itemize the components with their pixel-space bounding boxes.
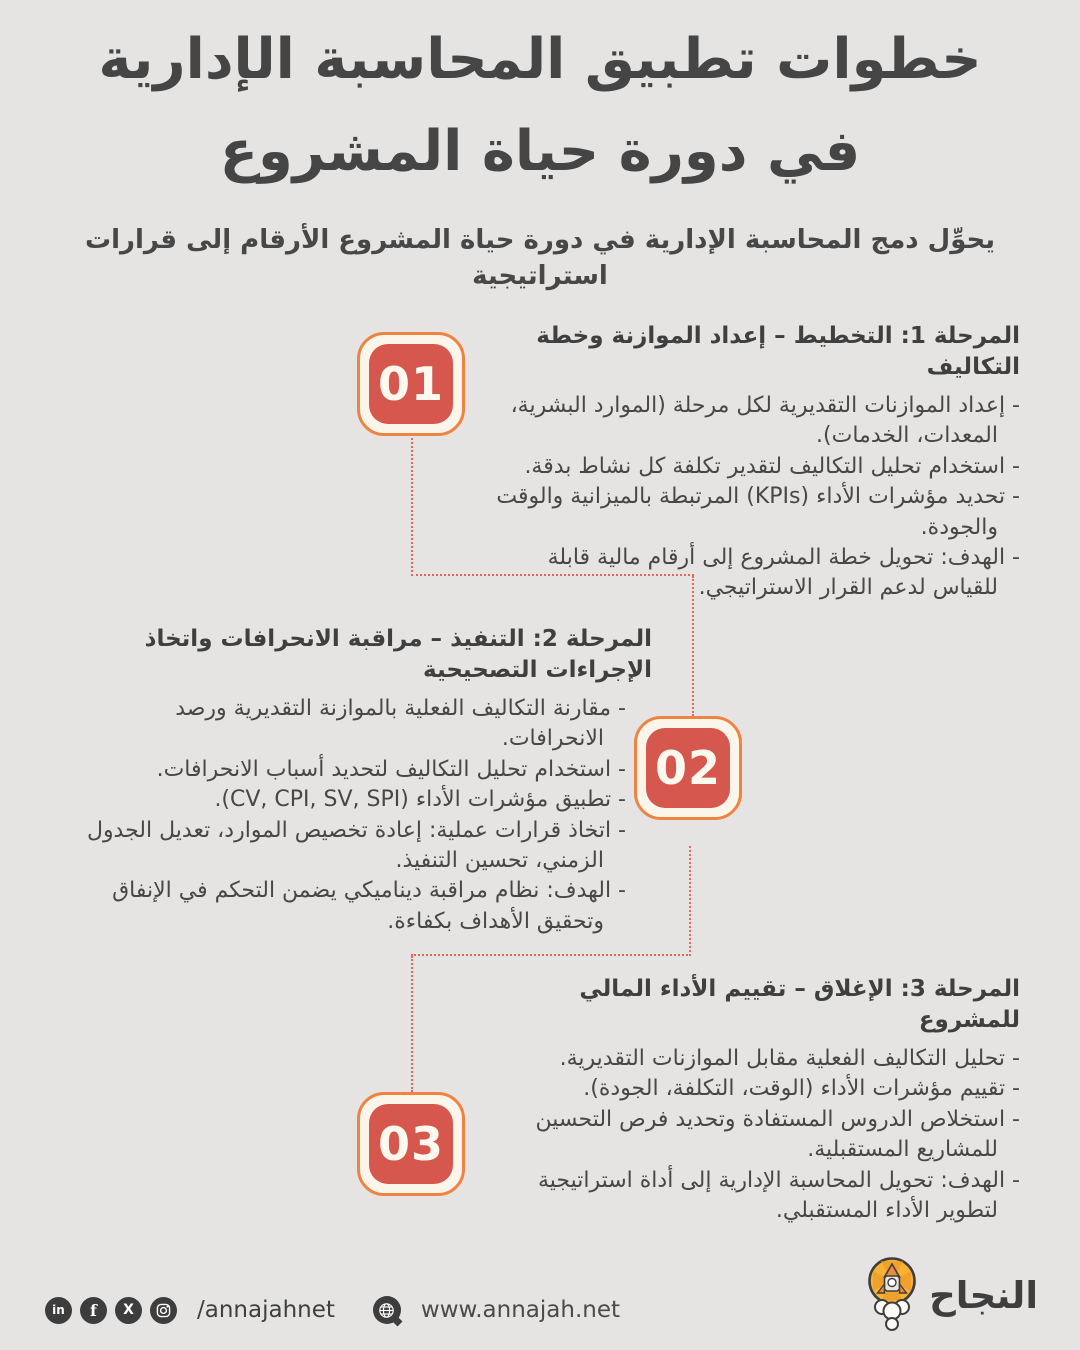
social-handle[interactable]: /annajahnet [197,1297,335,1323]
page-subtitle: يحوِّل دمج المحاسبة الإدارية في دورة حياة المشروع الأرقام إلى قرارات استراتيجية [84,225,996,292]
stage-3-number: 03 [369,1104,453,1184]
globe-glyph [378,1302,395,1319]
stage-2-bullet: - مقارنة التكاليف الفعلية بالموازنة التقديرية ورصد الانحرافات. [175,696,626,752]
stage-1-bullet: - استخدام تحليل التكاليف لتقدير تكلفة كل نشاط بدقة. [524,453,1020,479]
stage-3-heading: المرحلة 3: الإغلاق – تقييم الأداء المالي للمشروع [579,976,1020,1034]
stage-1-number: 01 [369,344,453,424]
linkedin-glyph: in [52,1303,65,1317]
stage-2-bullet: - استخدام تحليل التكاليف لتحديد أسباب الانحرافات. [156,756,626,782]
stage-1-bullets [495,391,1020,604]
stage-2-heading: المرحلة 2: التنفيذ – مراقبة الانحرافات واتخاذ الإجراءات التصحيحية [144,626,652,684]
stage-1-bullet: - تحديد مؤشرات الأداء (KPIs) المرتبطة بالميزانية والوقت والجودة. [496,484,1020,540]
stage-2-bullets [84,694,626,937]
social-row [45,1296,620,1324]
website-url[interactable]: www.annajah.net [420,1297,620,1323]
brand-name: النجاح [929,1274,1038,1317]
stage-3-bullet: - الهدف: تحويل المحاسبة الإدارية إلى أداة استراتيجية لتطوير الأداء المستقبلي. [537,1167,1020,1223]
stage-3-bullet: - تقييم مؤشرات الأداء (الوقت، التكلفة، الجودة). [583,1076,1020,1102]
instagram-glyph [156,1303,171,1318]
stage-1-bullet: - إعداد الموازنات التقديرية لكل مرحلة (الموارد البشرية، المعدات، الخدمات). [510,393,1020,449]
page-title-line2: في دورة حياة المشروع [219,119,861,184]
stage-2-bullet: - اتخاذ قرارات عملية: إعادة تخصيص الموارد، تعديل الجدول الزمني، تحسين التنفيذ. [86,817,626,873]
annajah-logo[interactable] [867,1256,1038,1334]
facebook-icon[interactable] [80,1297,107,1324]
stage-3-bullets [480,1044,1020,1226]
facebook-glyph: f [90,1300,97,1320]
stage-2-section [84,624,652,937]
stage-2-bullet: - تطبيق مؤشرات الأداء (CV, CPI, SV, SPI). [214,787,626,813]
page-title-line1: خطوات تطبيق المحاسبة الإدارية [98,27,982,92]
stage-2-number: 02 [646,728,730,808]
linkedin-icon[interactable] [45,1297,72,1324]
stage-3-badge [357,1092,465,1196]
stage-3-bullet: - استخلاص الدروس المستفادة وتحديد فرص التحسين للمشاريع المستقبلية. [535,1106,1020,1163]
annajah-rocket-mark [867,1256,917,1334]
stage-2-bullet: - الهدف: نظام مراقبة ديناميكي يضمن التحكم في الإنفاق وتحقيق الأهداف بكفاءة. [112,878,626,934]
connector-stage2-stage3-drop [411,956,413,1092]
x-glyph: X [123,1302,134,1318]
instagram-icon[interactable] [150,1297,177,1324]
stage-1-bullet: - الهدف: تحويل خطة المشروع إلى أرقام مالية قابلة للقياس لدعم القرار الاستراتيجي. [547,544,1020,601]
x-twitter-icon[interactable] [115,1297,142,1324]
stage-3-bullet: - تحليل التكاليف الفعلية مقابل الموازنات التقديرية. [559,1046,1020,1072]
stage-1-badge [357,332,465,436]
footer [0,1248,1080,1350]
header [0,14,1080,295]
stage-1-heading: المرحلة 1: التخطيط – إعداد الموازنة وخطة التكاليف [536,323,1020,381]
stage-1-section [495,321,1020,604]
globe-icon [373,1296,401,1324]
stage-3-section [480,974,1020,1226]
